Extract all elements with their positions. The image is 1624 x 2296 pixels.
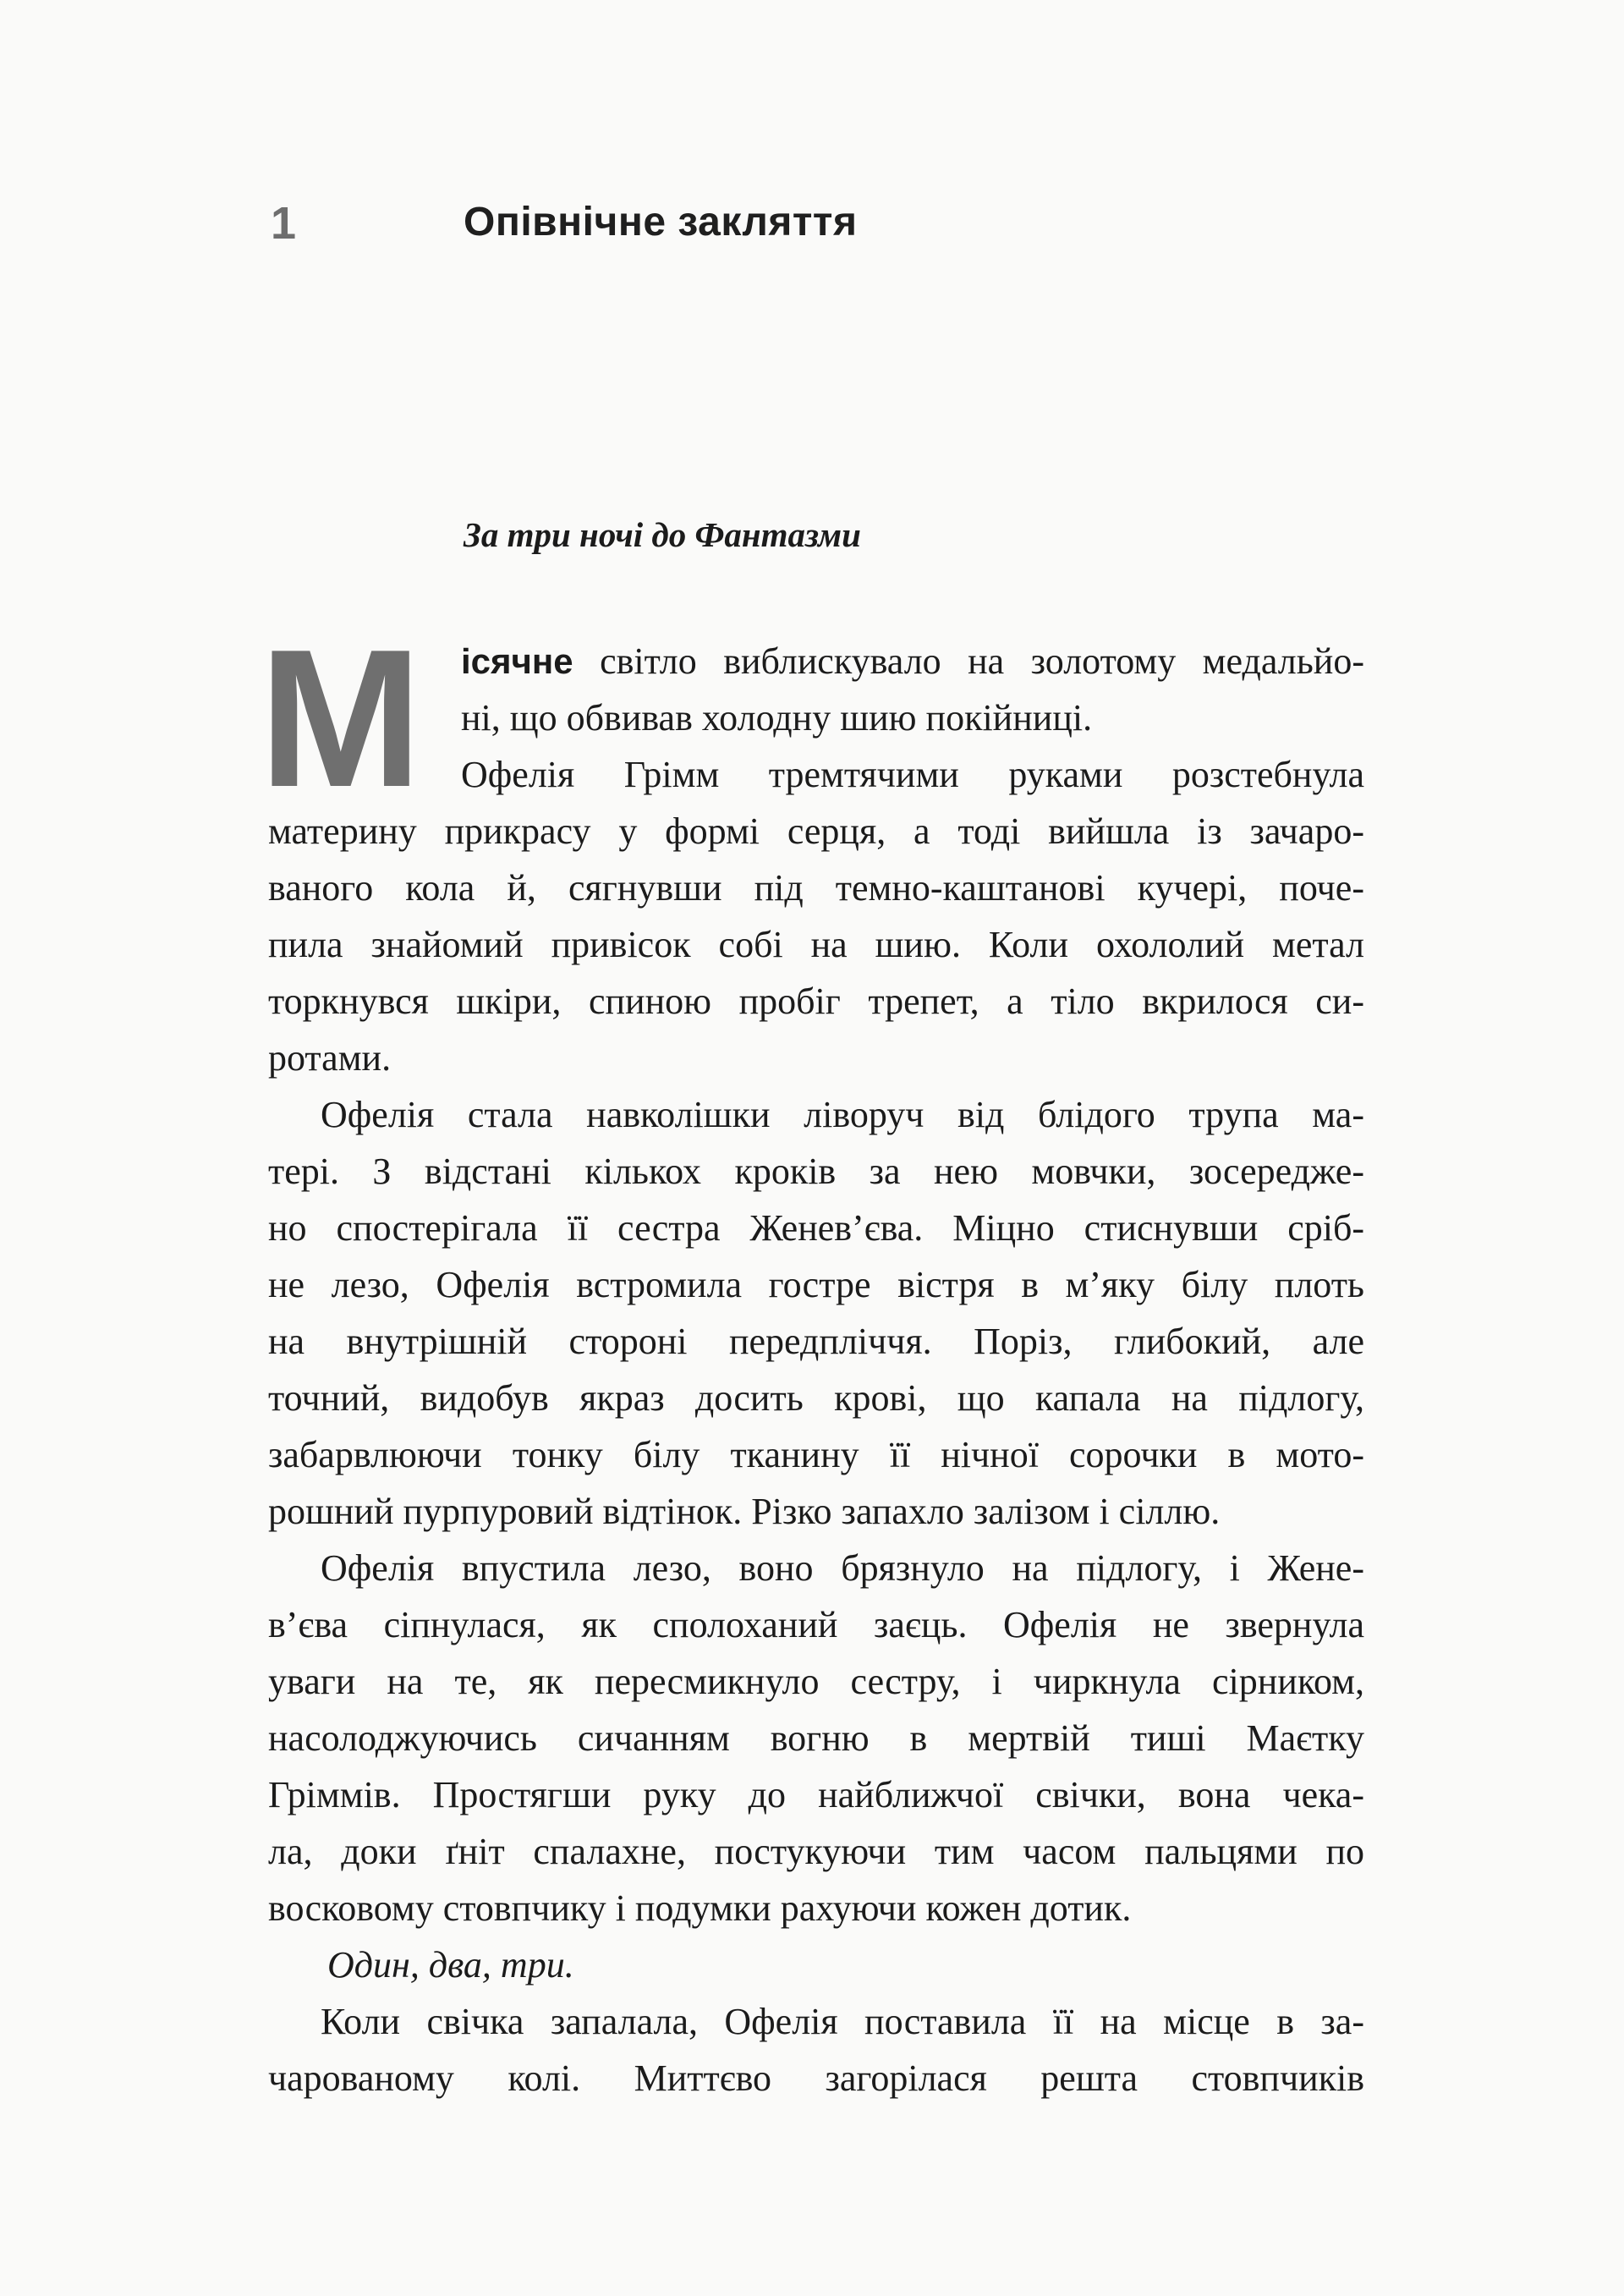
text-line: забарвлюючи тонку білу тканину її нічної сорочки в мото- <box>268 1434 1364 1475</box>
text-line: торкнувся шкіри, спиною пробіг трепет, а тіло вкрилося си- <box>268 980 1364 1022</box>
text-line: не лезо, Офелія встромила гостре вістря в м’яку білу плоть <box>268 1264 1364 1305</box>
text-line: в’єва сіпнулася, як сполоханий заєць. Офелія не звернула <box>268 1604 1364 1645</box>
text-line: Офелія впустила лезо, воно брязнуло на підлогу, і Жене- <box>321 1547 1364 1589</box>
text-line: Гріммів. Простягши руку до найближчої свічки, вона чека- <box>268 1774 1364 1815</box>
text-line: ла, доки ґніт спалахне, постукуючи тим часом пальцями по <box>268 1831 1364 1872</box>
chapter-title: Опівнічне закляття <box>464 200 858 244</box>
text-line-rest: світло виблискувало на золотому медальйо- <box>573 640 1364 682</box>
text-line: Офелія Грімм тремтячими руками розстебнула <box>461 754 1364 795</box>
text-line: ротами. <box>268 1037 392 1079</box>
dropcap-letter: М <box>259 609 423 828</box>
text-line: тері. З відстані кількох кроків за нею мовчки, зосередже- <box>268 1151 1364 1192</box>
text-line: но спостерігала її сестра Женев’єва. Міцно стиснувши сріб- <box>268 1207 1364 1249</box>
text-line: рошний пурпуровий відтінок. Різко запахло залізом і сіллю. <box>268 1491 1221 1532</box>
text-line: насолоджуючись сичанням вогню в мертвій тиші Маєтку <box>268 1717 1364 1759</box>
text-line: на внутрішній стороні передпліччя. Поріз, глибокий, але <box>268 1321 1364 1362</box>
lead-word: ісячне <box>461 641 573 681</box>
text-line: Один, два, три. <box>327 1944 574 1986</box>
text-line: восковому стовпчику і подумки рахуючи кожен дотик. <box>268 1887 1132 1929</box>
text-line: Офелія стала навколішки ліворуч від блідого трупа ма- <box>321 1094 1364 1135</box>
text-line: ні, що обвивав холодну шию покійниці. <box>461 697 1093 739</box>
text-line: Коли свічка запалала, Офелія поставила її на місце в за- <box>321 2001 1364 2042</box>
chapter-number: 1 <box>271 198 297 249</box>
body-text-block <box>268 633 1364 2106</box>
text-line: чарованому колі. Миттєво загорілася решта стовпчиків <box>268 2057 1364 2099</box>
text-line: ваного кола й, сягнувши під темно-каштанові кучері, поче- <box>268 867 1364 909</box>
text-line: точний, видобув якраз досить крові, що капала на підлогу, <box>268 1377 1364 1419</box>
text-line <box>268 633 1364 689</box>
chapter-epigraph: За три ночі до Фантазми <box>464 515 861 554</box>
text-line: пила знайомий привісок собі на шию. Коли охололий метал <box>268 924 1364 965</box>
text-line: уваги на те, як пересмикнуло сестру, і чиркнула сірником, <box>268 1661 1364 1702</box>
text-line: материну прикрасу у формі серця, а тоді вийшла із зачаро- <box>268 810 1364 852</box>
